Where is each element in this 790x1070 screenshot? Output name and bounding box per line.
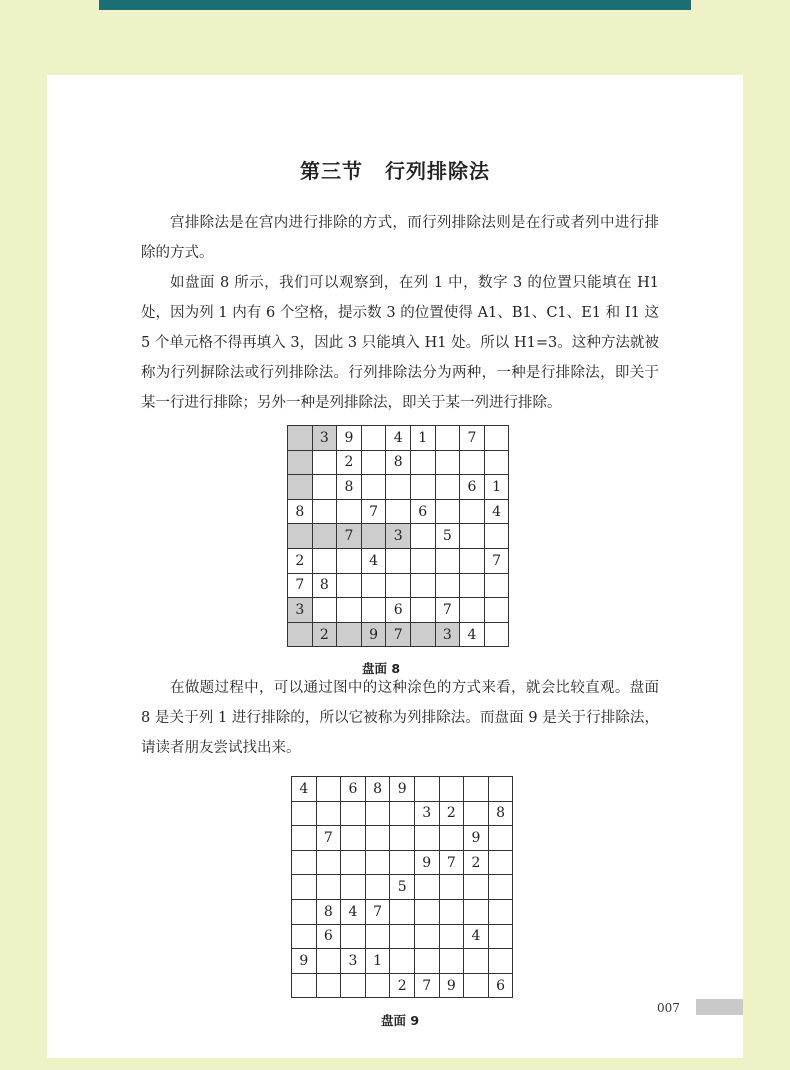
sudoku-cell xyxy=(410,622,435,647)
board-9-caption: 盘面 9 xyxy=(380,1013,420,1028)
board-row xyxy=(292,850,513,875)
sudoku-cell xyxy=(460,548,485,573)
sudoku-cell xyxy=(439,924,464,949)
sudoku-cell xyxy=(464,949,489,974)
sudoku-cell xyxy=(414,949,439,974)
board-row xyxy=(288,426,509,451)
sudoku-cell xyxy=(435,573,460,598)
sudoku-cell: 6 xyxy=(316,924,341,949)
sudoku-cell: 7 xyxy=(435,598,460,623)
sudoku-cell: 9 xyxy=(361,622,386,647)
sudoku-cell: 5 xyxy=(390,875,415,900)
sudoku-cell: 1 xyxy=(365,949,390,974)
sudoku-cell xyxy=(488,899,513,924)
sudoku-cell xyxy=(410,598,435,623)
sudoku-cell xyxy=(341,801,366,826)
sudoku-cell xyxy=(460,450,485,475)
sudoku-cell: 7 xyxy=(484,548,509,573)
sudoku-cell: 7 xyxy=(460,426,485,451)
sudoku-cell xyxy=(312,524,337,549)
sudoku-cell: 3 xyxy=(435,622,460,647)
sudoku-cell: 9 xyxy=(292,949,317,974)
sudoku-cell: 6 xyxy=(488,973,513,998)
sudoku-cell: 4 xyxy=(292,777,317,802)
sudoku-cell: 4 xyxy=(341,899,366,924)
sudoku-cell xyxy=(341,924,366,949)
sudoku-cell: 7 xyxy=(361,499,386,524)
header-band xyxy=(99,0,691,10)
sudoku-cell xyxy=(316,973,341,998)
sudoku-board-8 xyxy=(287,425,509,647)
sudoku-cell xyxy=(484,573,509,598)
sudoku-cell: 8 xyxy=(488,801,513,826)
sudoku-cell xyxy=(410,524,435,549)
board-row xyxy=(292,875,513,900)
sudoku-cell: 3 xyxy=(341,949,366,974)
sudoku-cell xyxy=(337,548,362,573)
sudoku-cell xyxy=(464,899,489,924)
sudoku-cell xyxy=(292,826,317,851)
sudoku-cell: 2 xyxy=(312,622,337,647)
sudoku-cell xyxy=(386,499,411,524)
sudoku-cell: 9 xyxy=(439,973,464,998)
sudoku-cell xyxy=(464,875,489,900)
sudoku-cell: 1 xyxy=(484,475,509,500)
board-row xyxy=(292,801,513,826)
sudoku-cell xyxy=(390,899,415,924)
board-row xyxy=(288,524,509,549)
sudoku-cell xyxy=(435,450,460,475)
sudoku-cell xyxy=(435,426,460,451)
sudoku-cell: 8 xyxy=(316,899,341,924)
sudoku-cell xyxy=(488,924,513,949)
board-8-caption: 盘面 8 xyxy=(361,661,401,676)
sudoku-cell: 3 xyxy=(386,524,411,549)
board-row xyxy=(288,450,509,475)
sudoku-cell xyxy=(292,924,317,949)
sudoku-cell xyxy=(390,826,415,851)
sudoku-cell: 4 xyxy=(484,499,509,524)
sudoku-cell xyxy=(365,801,390,826)
sudoku-cell xyxy=(316,850,341,875)
sudoku-cell xyxy=(460,598,485,623)
sudoku-cell xyxy=(292,850,317,875)
sudoku-cell xyxy=(292,801,317,826)
sudoku-cell xyxy=(365,875,390,900)
sudoku-cell: 4 xyxy=(361,548,386,573)
board-row xyxy=(288,573,509,598)
sudoku-cell xyxy=(439,777,464,802)
sudoku-cell xyxy=(414,899,439,924)
sudoku-cell xyxy=(341,850,366,875)
sudoku-cell: 2 xyxy=(439,801,464,826)
sudoku-cell xyxy=(435,548,460,573)
sudoku-cell: 7 xyxy=(316,826,341,851)
sudoku-cell xyxy=(439,875,464,900)
sudoku-cell: 4 xyxy=(464,924,489,949)
sudoku-cell: 7 xyxy=(439,850,464,875)
sudoku-cell xyxy=(341,973,366,998)
board-row xyxy=(288,548,509,573)
sudoku-cell xyxy=(414,924,439,949)
sudoku-cell xyxy=(488,875,513,900)
sudoku-cell: 8 xyxy=(312,573,337,598)
sudoku-cell: 9 xyxy=(337,426,362,451)
sudoku-cell xyxy=(288,450,313,475)
sudoku-cell xyxy=(312,548,337,573)
sudoku-cell xyxy=(341,875,366,900)
sudoku-cell xyxy=(488,777,513,802)
sudoku-cell xyxy=(439,826,464,851)
sudoku-cell xyxy=(312,475,337,500)
sudoku-cell: 7 xyxy=(365,899,390,924)
board-row xyxy=(292,777,513,802)
sudoku-cell xyxy=(312,598,337,623)
sudoku-cell xyxy=(484,598,509,623)
sudoku-cell: 6 xyxy=(341,777,366,802)
sudoku-cell xyxy=(288,475,313,500)
sudoku-cell xyxy=(365,850,390,875)
sudoku-cell xyxy=(390,801,415,826)
board-row xyxy=(292,973,513,998)
sudoku-cell xyxy=(390,924,415,949)
sudoku-cell xyxy=(414,875,439,900)
sudoku-cell xyxy=(410,548,435,573)
sudoku-cell xyxy=(439,899,464,924)
sudoku-cell xyxy=(464,801,489,826)
sudoku-cell: 6 xyxy=(410,499,435,524)
sudoku-cell xyxy=(292,899,317,924)
sudoku-cell xyxy=(414,777,439,802)
sudoku-cell: 2 xyxy=(390,973,415,998)
sudoku-cell: 6 xyxy=(386,598,411,623)
sudoku-cell xyxy=(337,598,362,623)
sudoku-cell xyxy=(361,524,386,549)
sudoku-cell xyxy=(488,850,513,875)
sudoku-cell xyxy=(386,573,411,598)
sudoku-cell xyxy=(341,826,366,851)
sudoku-cell: 2 xyxy=(288,548,313,573)
sudoku-cell: 8 xyxy=(386,450,411,475)
sudoku-cell xyxy=(365,973,390,998)
sudoku-cell: 9 xyxy=(414,850,439,875)
page-tab-marker xyxy=(693,999,743,1015)
sudoku-cell xyxy=(484,622,509,647)
sudoku-cell xyxy=(292,875,317,900)
sudoku-cell: 8 xyxy=(365,777,390,802)
sudoku-cell xyxy=(292,973,317,998)
board-row xyxy=(292,924,513,949)
sudoku-cell: 2 xyxy=(464,850,489,875)
paragraph-1: 宫排除法是在宫内进行排除的方式，而行列排除法则是在行或者列中进行排除的方式。 xyxy=(141,215,659,261)
sudoku-cell xyxy=(460,573,485,598)
sudoku-cell xyxy=(390,850,415,875)
sudoku-cell: 7 xyxy=(288,573,313,598)
sudoku-cell: 3 xyxy=(312,426,337,451)
sudoku-cell xyxy=(484,524,509,549)
sudoku-cell xyxy=(365,924,390,949)
sudoku-cell xyxy=(316,949,341,974)
sudoku-cell xyxy=(484,450,509,475)
book-page xyxy=(47,75,743,1058)
sudoku-cell xyxy=(484,426,509,451)
sudoku-cell: 6 xyxy=(460,475,485,500)
sudoku-cell xyxy=(386,548,411,573)
sudoku-cell xyxy=(337,622,362,647)
sudoku-cell: 9 xyxy=(390,777,415,802)
sudoku-cell xyxy=(288,426,313,451)
sudoku-cell xyxy=(464,777,489,802)
sudoku-cell xyxy=(288,524,313,549)
sudoku-cell xyxy=(488,949,513,974)
section-name: 行列排除法 xyxy=(385,159,490,183)
sudoku-cell xyxy=(435,499,460,524)
sudoku-cell xyxy=(312,499,337,524)
sudoku-cell: 4 xyxy=(386,426,411,451)
board-row xyxy=(288,475,509,500)
board-row xyxy=(288,499,509,524)
sudoku-cell xyxy=(464,973,489,998)
sudoku-cell xyxy=(390,949,415,974)
board-row xyxy=(288,598,509,623)
sudoku-cell xyxy=(361,475,386,500)
section-title xyxy=(47,155,743,184)
page-number: 007 xyxy=(657,1001,680,1015)
sudoku-cell xyxy=(410,475,435,500)
sudoku-cell: 7 xyxy=(414,973,439,998)
page-tab-gap xyxy=(693,999,696,1015)
sudoku-cell xyxy=(361,598,386,623)
sudoku-cell xyxy=(460,499,485,524)
sudoku-cell xyxy=(435,475,460,500)
sudoku-cell: 7 xyxy=(386,622,411,647)
sudoku-cell: 7 xyxy=(337,524,362,549)
sudoku-cell: 5 xyxy=(435,524,460,549)
sudoku-cell xyxy=(361,450,386,475)
sudoku-cell: 2 xyxy=(337,450,362,475)
sudoku-cell xyxy=(410,450,435,475)
sudoku-cell xyxy=(460,524,485,549)
sudoku-cell xyxy=(337,499,362,524)
section-number: 第三节 xyxy=(300,159,363,183)
board-row xyxy=(288,622,509,647)
sudoku-cell xyxy=(410,573,435,598)
board-row xyxy=(292,826,513,851)
paragraph-3: 在做题过程中，可以通过图中的这种涂色的方式来看，就会比较直观。盘面 8 是关于列 1 进行排除的，所以它被称为列排除法。而盘面 9 是关于行排除法，请读者朋友尝试找出来。 xyxy=(141,680,659,756)
sudoku-cell: 3 xyxy=(288,598,313,623)
sudoku-cell xyxy=(439,949,464,974)
paragraph-2: 如盘面 8 所示，我们可以观察到，在列 1 中，数字 3 的位置只能填在 H1 处，因为列 1 内有 6 个空格，提示数 3 的位置使得 A1、B1、C1、E1 和 I1 这 5 个单元格不得再填入 3，因此 3 只能填入 H1 处。所以 H1=3。这种方法就被称为行列摒除法或行列排除法。行列排除法分为两种，一种是行排除法，即关于某一行进行排除；另外一种是列排除法，即关于某一列进行排除。 xyxy=(141,275,659,411)
sudoku-board-9 xyxy=(291,776,513,998)
sudoku-cell: 1 xyxy=(410,426,435,451)
sudoku-cell xyxy=(337,573,362,598)
board-row xyxy=(292,899,513,924)
sudoku-cell xyxy=(414,826,439,851)
sudoku-cell xyxy=(316,875,341,900)
sudoku-cell: 8 xyxy=(337,475,362,500)
sudoku-cell xyxy=(386,475,411,500)
sudoku-cell: 8 xyxy=(288,499,313,524)
sudoku-cell xyxy=(361,426,386,451)
sudoku-cell xyxy=(312,450,337,475)
sudoku-cell xyxy=(361,573,386,598)
sudoku-cell: 4 xyxy=(460,622,485,647)
sudoku-cell xyxy=(488,826,513,851)
sudoku-cell xyxy=(316,777,341,802)
sudoku-cell xyxy=(365,826,390,851)
sudoku-cell: 3 xyxy=(414,801,439,826)
sudoku-cell xyxy=(316,801,341,826)
sudoku-cell: 9 xyxy=(464,826,489,851)
sudoku-cell xyxy=(288,622,313,647)
board-row xyxy=(292,949,513,974)
